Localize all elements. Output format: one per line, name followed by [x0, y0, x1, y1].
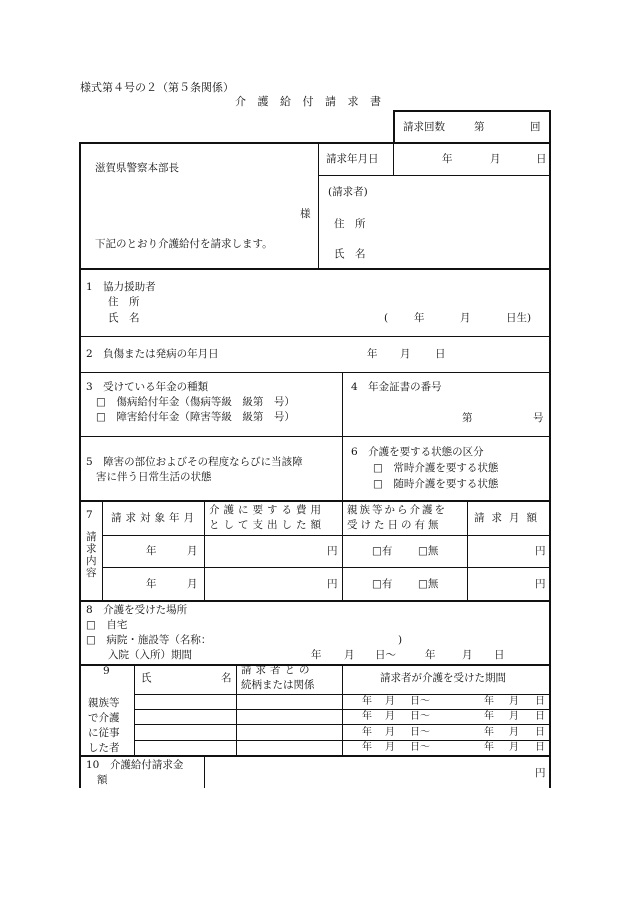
s7-r1-month: 月 [187, 545, 198, 557]
s4-dai: 第 [462, 412, 473, 424]
s10-yen: 円 [535, 767, 546, 779]
s10-line2: 額 [97, 774, 108, 786]
s9-side-4: した者 [88, 742, 120, 754]
s9-r4-day2: 日 [535, 742, 545, 753]
s4-title: 4 年金証書の番号 [351, 381, 442, 393]
s8-title: 8 介護を受けた場所 [86, 604, 188, 616]
s9-r1-day-from: 日～ [410, 696, 430, 707]
s9-r2-day2: 日 [535, 711, 545, 722]
s10-divider [204, 755, 205, 788]
frame-right [549, 142, 551, 788]
s9-r3-month2: 月 [509, 727, 519, 738]
s2-day: 日 [435, 348, 446, 360]
sep-s2 [79, 372, 551, 373]
s9-r4-year: 年 [362, 742, 372, 753]
s9-r3-month: 月 [385, 727, 395, 738]
s9-r2-month: 月 [385, 711, 395, 722]
addressee: 滋賀県警察本部長 [95, 162, 179, 174]
claimant-name-label: 氏 名 [334, 248, 366, 260]
s8-option-facility: □ 病院・施設等（名称： [86, 634, 212, 646]
s3-title: 3 受けている年金の種類 [86, 381, 209, 393]
s9-r3-year: 年 [362, 727, 372, 738]
s8-year-from: 年 [311, 649, 322, 661]
s1-birth-open: ( [384, 312, 389, 324]
s9-r2-day-from: 日～ [410, 711, 430, 722]
s7-r2-yes: □有 [372, 578, 393, 590]
s9-r4-day-from: 日～ [410, 742, 430, 753]
s7-vertical-2: 求 [86, 543, 97, 555]
s9-h-relation-1: 請求者との [241, 664, 314, 676]
sep-s7-row1 [102, 567, 551, 568]
s1-title: 1 協力援助者 [86, 281, 156, 293]
s8-facility-close: ) [398, 634, 403, 646]
s7-h-cost-2: として支出した額 [209, 519, 325, 531]
s8-period-label: 入院（入所）期間 [108, 649, 192, 661]
s9-col-name [236, 664, 237, 756]
sep-s1 [79, 336, 551, 337]
s8-day-from: 日～ [375, 649, 396, 661]
s6-title: 6 介護を要する状態の区分 [351, 446, 484, 458]
s7-col-side [102, 500, 103, 601]
claimant-label: (請求者) [328, 186, 368, 198]
sep-header [79, 268, 551, 270]
s8-month-from: 月 [344, 649, 355, 661]
s9-col-side [134, 664, 135, 756]
s9-r1-month: 月 [385, 696, 395, 707]
sep-s3 [79, 436, 551, 437]
s3-s4-divider [342, 372, 343, 501]
s7-col-month [204, 500, 205, 601]
sep-s5 [79, 500, 551, 502]
s7-vertical-4: 容 [86, 567, 97, 579]
s9-r1-day2: 日 [535, 696, 545, 707]
s7-r1-no: □無 [418, 545, 439, 557]
s3-option-injury: □ 傷病給付年金（傷病等級 級第 号） [96, 396, 295, 408]
s9-r1-year: 年 [362, 696, 372, 707]
s9-side-2: で介護 [88, 712, 120, 724]
frame-top [79, 142, 551, 144]
s7-h-cost-1: 介護に要する費用 [209, 504, 325, 516]
s7-r2-yen: 円 [327, 578, 338, 590]
s7-h-amount: 請求月額 [474, 512, 544, 524]
claimant-address-label: 住 所 [334, 218, 366, 230]
s9-r4-year2: 年 [484, 742, 494, 753]
frame-left [79, 142, 81, 788]
s1-birth-year: 年 [414, 312, 425, 324]
s7-col-cost [342, 500, 343, 601]
s5-line1: 5 障害の部位およびその程度ならびに当該障 [86, 456, 303, 468]
claim-date-day: 日 [536, 153, 547, 165]
header-divider [318, 142, 319, 269]
s7-r1-year: 年 [146, 545, 157, 557]
s7-h-family-2: 受けた日の有無 [347, 519, 442, 531]
s6-option-occasional: □ 随時介護を要する状態 [373, 478, 499, 490]
s9-h-name-1: 氏 [141, 672, 152, 684]
s2-year: 年 [367, 348, 378, 360]
s8-day-to: 日 [494, 649, 505, 661]
sep-s8 [79, 664, 551, 666]
s6-option-constant: □ 常時介護を要する状態 [373, 462, 499, 474]
s9-h-relation-2: 続柄または関係 [241, 679, 315, 691]
s9-r2-year2: 年 [484, 711, 494, 722]
s9-h-name-2: 名 [221, 672, 232, 684]
s1-address: 住 所 [108, 296, 140, 308]
s9-r4-month: 月 [385, 742, 395, 753]
s3-option-disability: □ 障害給付年金（障害等級 級第 号） [96, 411, 295, 423]
claim-count-dai: 第 [474, 121, 485, 133]
s9-side-1: 親族等 [88, 697, 120, 709]
s7-vertical-1: 請 [86, 531, 97, 543]
s9-num: 9 [103, 665, 110, 677]
sep-s7-head [102, 535, 551, 536]
sep-s9 [79, 755, 551, 757]
request-text: 下記のとおり介護給付を請求します。 [95, 238, 273, 250]
s7-r2-no: □無 [418, 578, 439, 590]
s7-h-family-1: 親族等から介護を [347, 504, 447, 516]
form-number: 様式第４号の２（第５条関係） [80, 81, 234, 94]
s9-r1-year2: 年 [484, 696, 494, 707]
claim-count-label: 請求回数 [403, 121, 445, 133]
s2-month: 月 [400, 348, 411, 360]
s1-birth-month: 月 [460, 312, 471, 324]
s9-col-relation [342, 664, 343, 756]
s8-option-home: □ 自宅 [86, 619, 128, 631]
claim-date-label: 請求年月日 [326, 153, 379, 165]
claim-date-year: 年 [442, 153, 453, 165]
s9-r3-day2: 日 [535, 727, 545, 738]
s7-r2-year: 年 [146, 578, 157, 590]
s1-name: 氏 名 [108, 312, 140, 324]
s7-r1-yen: 円 [327, 545, 338, 557]
s7-r2-month: 月 [187, 578, 198, 590]
s8-year-to: 年 [425, 649, 436, 661]
s4-go: 号 [533, 412, 544, 424]
s7-r1-amount-yen: 円 [535, 545, 546, 557]
s9-r3-year2: 年 [484, 727, 494, 738]
s2-title: 2 負傷または発病の年月日 [86, 348, 219, 360]
s9-r4-month2: 月 [509, 742, 519, 753]
s7-r1-yes: □有 [372, 545, 393, 557]
s7-num: 7 [86, 509, 93, 521]
s1-birth-day: 日生) [506, 312, 532, 324]
s9-r3-day-from: 日～ [410, 727, 430, 738]
s5-line2: 害に伴う日常生活の状態 [96, 471, 212, 483]
s8-month-to: 月 [462, 649, 473, 661]
claim-count-kai: 回 [530, 121, 541, 133]
s7-vertical-3: 内 [86, 555, 97, 567]
s7-col-family [467, 500, 468, 601]
claim-count-box-left [393, 110, 395, 143]
sep-s7 [79, 600, 551, 602]
form-title: 介 護 給 付 請 求 書 [235, 95, 385, 108]
claim-date-month: 月 [490, 153, 501, 165]
claim-count-box-right [549, 110, 551, 143]
s7-r2-amount-yen: 円 [535, 578, 546, 590]
sama-label: 様 [300, 208, 311, 220]
s9-r2-month2: 月 [509, 711, 519, 722]
s9-r2-year: 年 [362, 711, 372, 722]
s9-r1-month2: 月 [509, 696, 519, 707]
claim-count-box-top [393, 110, 551, 112]
s7-h-month: 請求対象年月 [111, 512, 198, 524]
s9-h-period: 請求者が介護を受けた期間 [380, 672, 506, 684]
s9-side-3: に従事 [88, 727, 120, 739]
claim-date-bottom [318, 175, 551, 176]
claim-date-divider [393, 142, 394, 175]
s10-line1: 10 介護給付請求金 [86, 759, 184, 771]
